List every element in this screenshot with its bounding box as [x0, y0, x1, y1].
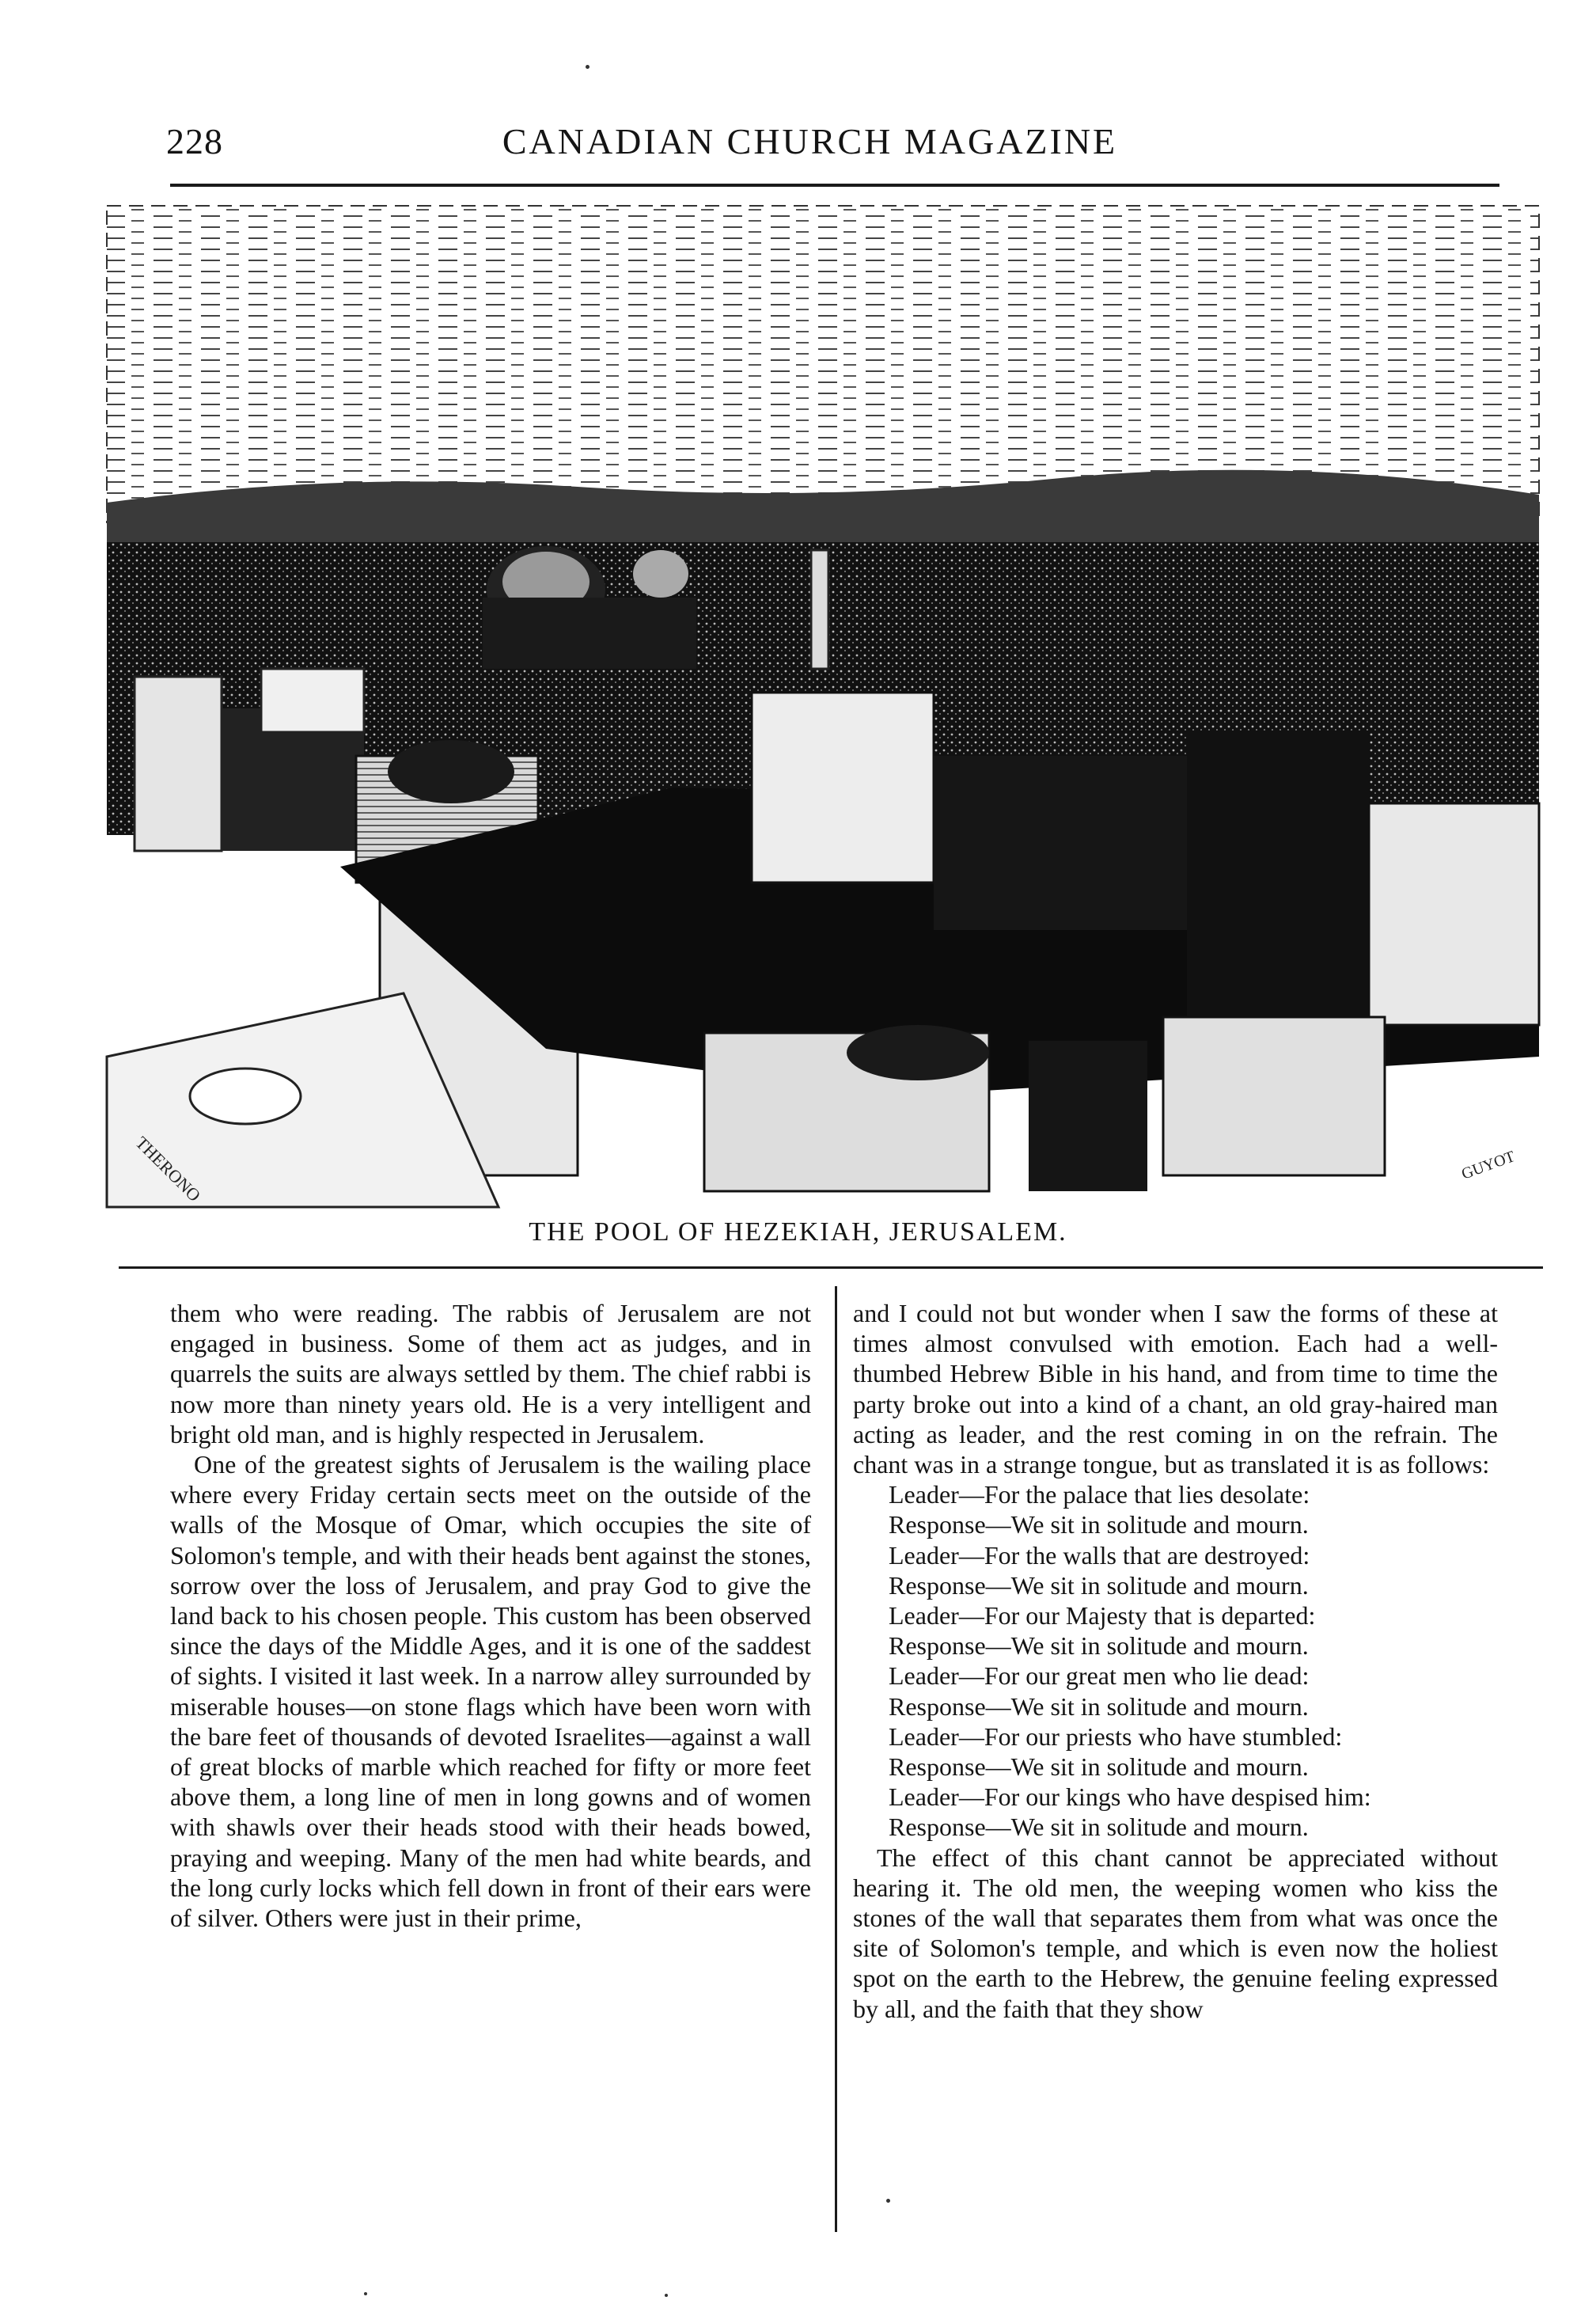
chant-line: Response—We sit in solitude and mourn. [889, 1510, 1309, 1539]
running-head: CANADIAN CHURCH MAGAZINE [502, 121, 1118, 161]
header-rule [170, 184, 1499, 187]
chant-line: Leader—For our great men who lie dead: [889, 1661, 1310, 1691]
caption-rule [119, 1266, 1543, 1269]
chant-line: Leader—For our priests who have stumbled: [889, 1722, 1343, 1751]
figure-caption: THE POOL OF HEZEKIAH, JERUSALEM. [529, 1217, 1067, 1247]
chant-line: Leader—For our Majesty that is departed: [889, 1601, 1316, 1630]
engraver-signature-right: GUYOT [1459, 1148, 1518, 1183]
chant-line: Leader—For the palace that lies desolate: [889, 1480, 1310, 1509]
right-column [853, 1298, 1498, 2024]
left-paragraph-1: them who were reading. The rabbis of Jerusalem are not engaged in business. Some of them act as judges, and in quarrels the suits are always settled by them. The chief rabbi is now more than ninety years old. He is a very intelligent and bright old man, and is highly respected in Jerusalem. [170, 1299, 811, 1448]
chant-line: Response—We sit in solitude and mourn. [889, 1752, 1309, 1782]
chant-line: Response—We sit in solitude and mourn. [889, 1691, 1309, 1721]
page-number: 228 [166, 121, 223, 161]
column-rule [835, 1286, 837, 2232]
chant-line: Response—We sit in solitude and mourn. [889, 1813, 1309, 1842]
right-intro-paragraph: and I could not but wonder when I saw the forms of these at times almost convulsed with emotion. Each had a well-thumbed Hebrew Bible in his hand, and from time to time the party broke out into a kind of a chant, an old gray-haired man acting as leader, and the rest coming in on the refrain. The chant was in a strange tongue, but as translated it is as follows: [853, 1299, 1498, 1479]
left-column [170, 1298, 811, 1933]
chant-line: Leader—For our kings who have despised him: [889, 1782, 1371, 1812]
right-closing-paragraph: The effect of this chant cannot be appreciated without hearing it. The old men, the weeping women who kiss the stones of the wall that separates them from what was once the site of Solomon's temple, and which is even now the holiest spot on the earth to the Hebrew, the genuine feeling expressed by all, and the faith that they show [853, 1843, 1498, 2023]
chant-lines [853, 1479, 1498, 1842]
chant-line: Leader—For the walls that are destroyed: [889, 1540, 1310, 1570]
engraver-signature-left: THERONO [131, 1132, 205, 1205]
chant-line: Response—We sit in solitude and mourn. [889, 1570, 1309, 1600]
chant-line: Response—We sit in solitude and mourn. [889, 1631, 1309, 1661]
left-paragraph-2: One of the greatest sights of Jerusalem is the wailing place where every Friday certain sects meet on the outside of the walls of the Mosque of Omar, which occupies the site of Solomon's temple, and with their heads bent against the stones, sorrow over the loss of Jerusalem, and pray God to give the land back to his chosen people. This custom has been observed since the days of the Middle Ages, and it is one of the saddest of sights. I visited it last week. In a narrow alley surrounded by miserable houses—on stone flags which have been worn with the bare feet of thousands of devoted Israelites—against a wall of great blocks of marble which reached for fifty or more feet above them, a long line of men in long gowns and of women with shawls over their heads stood with their heads bowed, praying and weeping. Many of the men had white beards, and the long curly locks which fell down in front of their ears were of silver. Others were just in their prime, [170, 1450, 811, 1933]
engraving-pool-of-hezekiah [103, 202, 1543, 1215]
